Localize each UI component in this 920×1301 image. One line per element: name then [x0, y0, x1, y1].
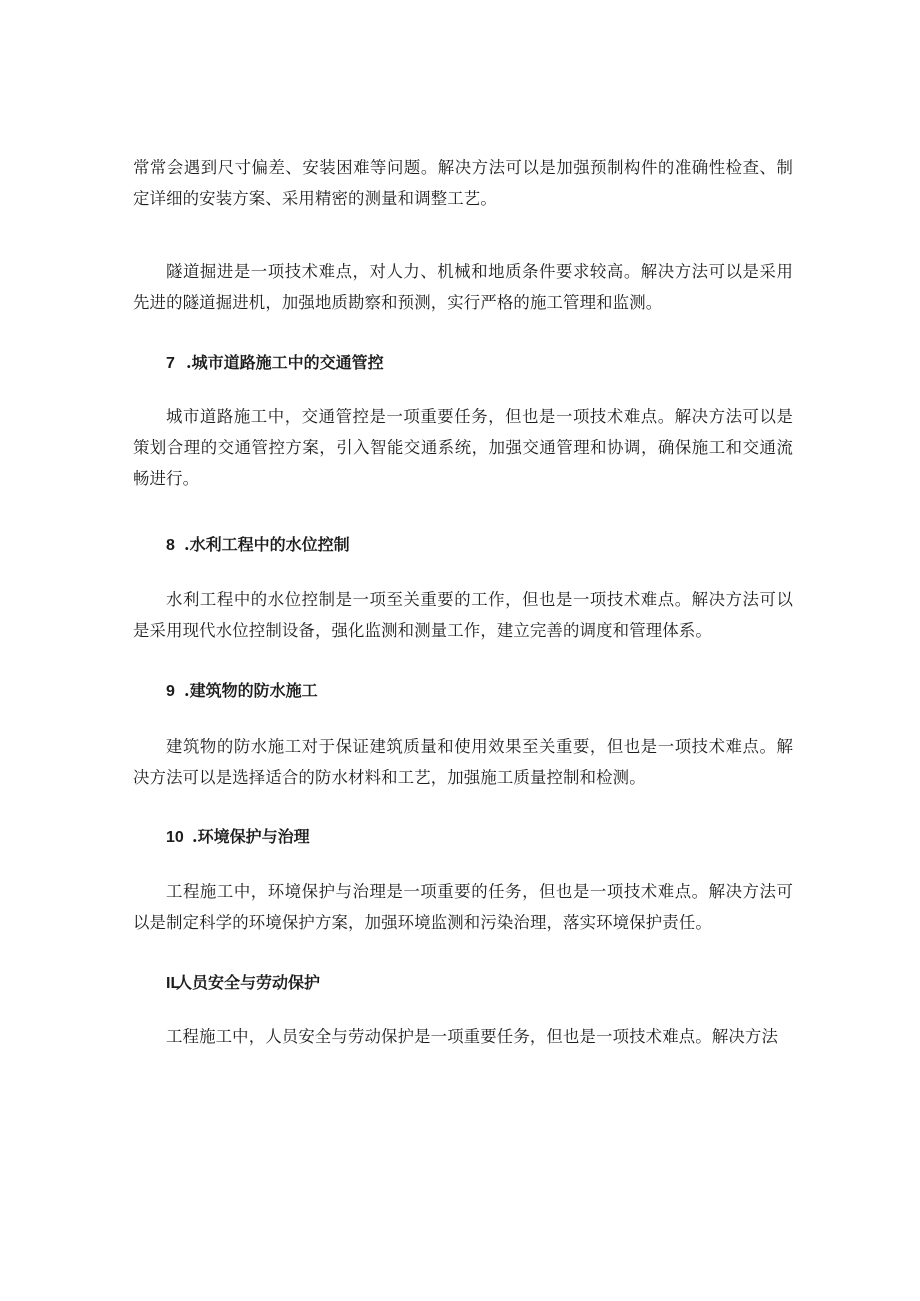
paragraph-waterproofing: 建筑物的防水施工对于保证建筑质量和使用效果至关重要，但也是一项技术难点。解决方法可以是选择适合的防水材料和工艺，加强施工质量控制和检测。	[133, 737, 793, 787]
paragraph-water-level: 水利工程中的水位控制是一项至关重要的工作，但也是一项技术难点。解决方法可以是采用现代水位控制设备，强化监测和测量工作，建立完善的调度和管理体系。	[133, 590, 793, 640]
heading-title: .水利工程中的水位控制	[184, 535, 350, 554]
heading-9	[166, 679, 318, 704]
heading-11	[166, 971, 320, 996]
heading-title: .城市道路施工中的交通管控	[186, 353, 384, 372]
heading-number: 8	[166, 537, 175, 554]
paragraph-tunnel-excavation: 隧道掘进是一项技术难点，对人力、机械和地质条件要求较高。解决方法可以是采用先进的隧道掘进机，加强地质勘察和预测，实行严格的施工管理和监测。	[133, 262, 793, 312]
paragraph-personnel-safety: 工程施工中，人员安全与劳动保护是一项重要任务，但也是一项技术难点。解决方法	[166, 1027, 779, 1046]
heading-number: 7	[166, 355, 175, 372]
heading-number: 9	[166, 683, 175, 700]
paragraph-prefab-installation: 常常会遇到尺寸偏差、安装困难等问题。解决方法可以是加强预制构件的准确性检查、制定详细的安装方案、采用精密的测量和调整工艺。	[133, 158, 793, 208]
heading-number: IL	[166, 975, 181, 992]
heading-title: .建筑物的防水施工	[184, 681, 318, 700]
paragraph-environment: 工程施工中，环境保护与治理是一项重要的任务，但也是一项技术难点。解决方法可以是制定科学的环境保护方案，加强环境监测和污染治理，落实环境保护责任。	[133, 882, 793, 932]
paragraph-traffic-control: 城市道路施工中，交通管控是一项重要任务，但也是一项技术难点。解决方法可以是策划合理的交通管控方案，引入智能交通系统，加强交通管理和协调，确保施工和交通流畅进行。	[133, 407, 793, 488]
heading-title: .环境保护与治理	[192, 827, 310, 846]
heading-8	[166, 533, 350, 558]
heading-title: 人员安全与劳动保护	[176, 973, 321, 992]
heading-number: 10	[166, 829, 184, 846]
heading-10	[166, 825, 310, 850]
heading-7	[166, 351, 384, 376]
